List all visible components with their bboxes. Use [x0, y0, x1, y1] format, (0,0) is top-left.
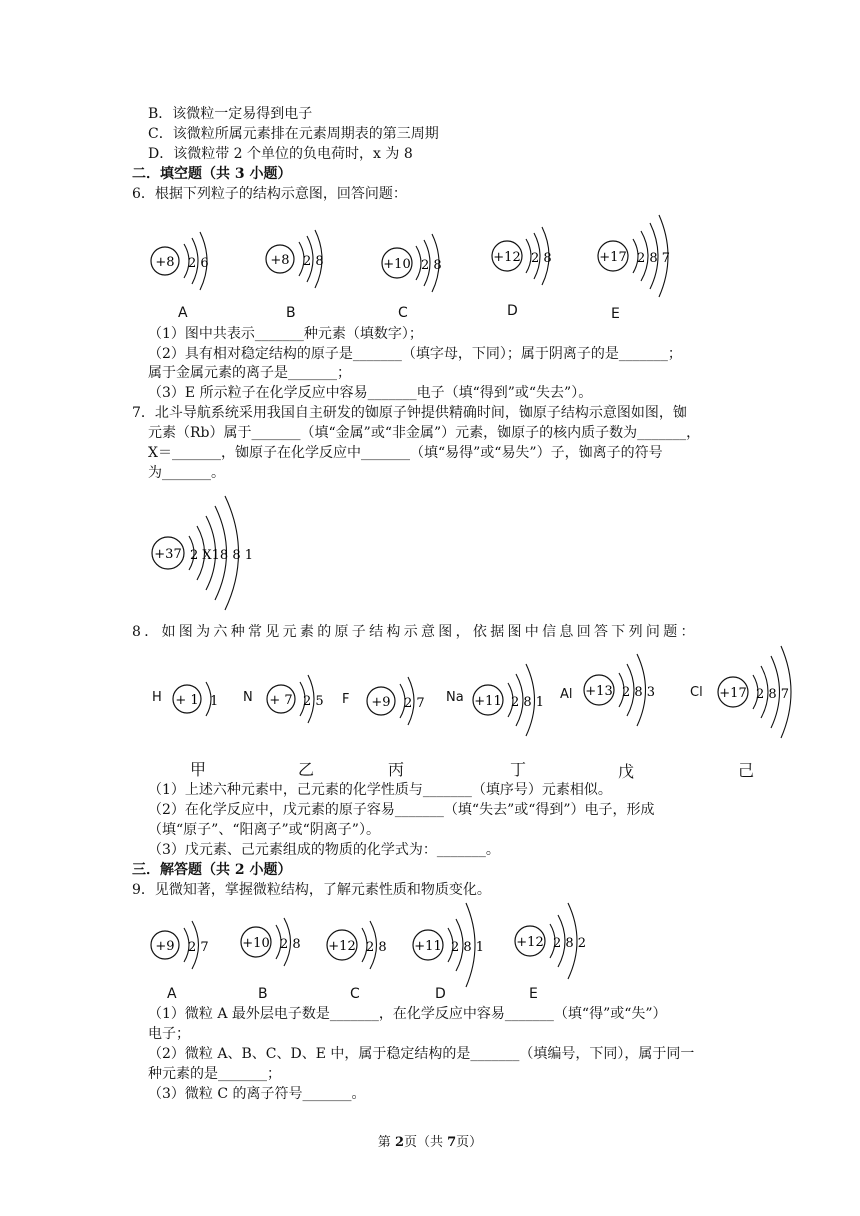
page-footer — [0, 1131, 860, 1150]
section-heading-answer: 三．解答题（共 2 小题） — [132, 862, 292, 878]
nucleus-charge: +12 — [493, 250, 521, 265]
nucleus-charge: +11 — [414, 939, 442, 954]
q9-label-d: D — [435, 986, 446, 1002]
q7-line-1: 7．北斗导航系统采用我国自主研发的铷原子钟提供精确时间，铷原子结构示意图如图，铷 — [132, 405, 687, 421]
nucleus-charge: +10 — [242, 936, 270, 951]
q6-atom-d — [488, 215, 568, 295]
q9-atom-d — [410, 893, 500, 989]
q6-stem: 6．根据下列粒子的结构示意图，回答问题： — [132, 186, 407, 202]
q9-part-2: （2）微粒 A、B、C、D、E 中，属于稳定结构的是_______（填编号，下同），属于同一 — [148, 1046, 695, 1062]
q8-stem: 8．如图为六种常见元素的原子结构示意图，依据图中信息回答下列问题： — [132, 624, 698, 640]
q7-atom-rb — [146, 488, 266, 618]
q8-label-bing: 丙 — [388, 760, 405, 779]
nucleus-charge: +9 — [155, 939, 175, 954]
q8-atom-n — [263, 664, 343, 734]
shell-electrons: 2 8 2 — [553, 936, 587, 951]
footer-total-pages: 7 — [447, 1135, 457, 1150]
q8-label-ding: 丁 — [510, 760, 527, 779]
nucleus-charge: +17 — [599, 250, 627, 265]
shell-electrons: 2 8 1 — [511, 695, 545, 710]
q9-part-1-cont: 电子； — [148, 1026, 190, 1042]
q8-label-wu: 戊 — [618, 762, 635, 781]
q8-part-3: （3）戊元素、己元素组成的物质的化学式为：_______。 — [148, 842, 500, 858]
shell-electrons: 2 8 — [303, 254, 324, 269]
q8-element-cl: Cl — [690, 685, 703, 700]
q8-label-jia: 甲 — [190, 760, 207, 779]
footer-page-number: 2 — [394, 1135, 404, 1150]
nucleus-charge: +12 — [516, 935, 544, 950]
q9-part-3: （3）微粒 C 的离子符号_______。 — [148, 1086, 366, 1102]
q6-label-c: C — [398, 305, 408, 321]
nucleus-charge: +12 — [328, 939, 356, 954]
nucleus-charge: +11 — [474, 694, 502, 709]
q9-part-1: （1）微粒 A 最外层电子数是_______，在化学反应中容易_______（填“得”或“失”） — [148, 1006, 667, 1022]
q5-option-b: B．该微粒一定易得到电子 — [148, 106, 313, 122]
nucleus-charge: + 7 — [269, 693, 293, 708]
q8-element-na: Na — [446, 690, 464, 705]
q7-line-2: 元素（Rb）属于_______（填“金属”或“非金属”）元素，铷原子的核内质子数为_______， — [148, 425, 701, 441]
shell-electrons: 2 8 7 — [637, 251, 671, 266]
q9-label-a: A — [167, 986, 177, 1002]
q8-element-f: F — [342, 692, 350, 707]
section-heading-fill-in: 二．填空题（共 3 小题） — [132, 166, 292, 182]
nucleus-charge: +10 — [383, 257, 411, 272]
nucleus-charge: +8 — [155, 255, 175, 270]
footer-middle: 页（共 — [403, 1135, 448, 1150]
q9-label-e: E — [529, 986, 538, 1002]
shell-electrons: 2 5 — [303, 694, 324, 709]
shell-electrons: 1 — [210, 694, 219, 709]
q8-atom-h — [170, 672, 230, 728]
q6-atom-b — [263, 218, 343, 298]
q6-part-3: （3）E 所示粒子在化学反应中容易_______电子（填“得到”或“失去”）。 — [148, 385, 593, 401]
q9-atom-b — [238, 902, 318, 982]
q9-label-c: C — [350, 986, 360, 1002]
q8-part-2-cont: （填“原子”、“阳离子”或“阴离子”）。 — [148, 822, 380, 838]
nucleus-charge: +37 — [154, 547, 182, 562]
shell-electrons: 2 8 — [280, 937, 301, 952]
q6-label-d: D — [507, 303, 518, 319]
q7-line-4: 为_______。 — [148, 465, 225, 481]
q8-element-h: H — [152, 690, 162, 705]
nucleus-charge: +13 — [585, 684, 613, 699]
q8-label-ji: 己 — [738, 761, 755, 780]
shell-electrons: 2 8 7 — [756, 687, 790, 702]
footer-suffix: 页） — [456, 1135, 483, 1150]
q6-atom-a — [148, 220, 228, 300]
q6-label-b: B — [286, 305, 296, 321]
q6-atom-e — [593, 208, 693, 304]
q7-line-3: X＝_______，铷原子在化学反应中_______（填“易得”或“易失”）子，铷离子的符号 — [148, 445, 663, 461]
q6-atom-c — [378, 222, 458, 302]
q9-atom-c — [324, 905, 404, 985]
q9-atom-e — [512, 893, 602, 989]
shell-electrons: 2 7 — [188, 940, 209, 955]
q6-label-a: A — [178, 305, 188, 321]
q6-part-2: （2）具有相对稳定结构的原子是_______（填字母，下同）；属于阴离子的是_______； — [148, 346, 682, 362]
q8-atom-cl — [714, 642, 824, 742]
q6-part-1: （1）图中共表示_______种元素（填数字）； — [148, 326, 423, 342]
footer-prefix: 第 — [377, 1135, 395, 1150]
q8-element-al: Al — [560, 687, 573, 702]
q6-part-2-cont: 属于金属元素的离子是_______； — [148, 365, 351, 381]
nucleus-charge: +17 — [719, 686, 747, 701]
shell-electrons: 2 8 — [366, 940, 387, 955]
q5-option-d: D．该微粒带 2 个单位的负电荷时，x 为 8 — [148, 146, 413, 162]
shell-electrons: 2 8 1 — [451, 940, 485, 955]
shell-electrons: 2 8 — [531, 251, 552, 266]
shell-electrons: 2 7 — [404, 696, 425, 711]
q9-part-2-cont: 种元素的是_______； — [148, 1066, 281, 1082]
nucleus-charge: +8 — [270, 253, 290, 268]
q8-atom-f — [364, 666, 444, 736]
q6-label-e: E — [611, 306, 620, 322]
q8-atom-na — [470, 652, 560, 748]
shell-electrons: 2 6 — [188, 256, 209, 271]
q8-part-2: （2）在化学反应中，戊元素的原子容易_______（填“失去”或“得到”）电子，形成 — [148, 802, 655, 818]
nucleus-charge: + 1 — [175, 693, 199, 708]
q9-atom-a — [148, 905, 228, 985]
shell-electrons: 2 8 — [421, 258, 442, 273]
shell-electrons: 2 X18 8 1 — [190, 548, 254, 563]
q9-label-b: B — [258, 986, 268, 1002]
q8-part-1: （1）上述六种元素中，己元素的化学性质与_______（填序号）元素相似。 — [148, 782, 612, 798]
shell-electrons: 2 8 3 — [622, 685, 656, 700]
nucleus-charge: +9 — [371, 695, 391, 710]
q8-element-n: N — [243, 690, 253, 705]
q8-label-yi: 乙 — [298, 760, 315, 779]
q5-option-c: C．该微粒所属元素排在元素周期表的第三周期 — [148, 126, 439, 142]
q8-atom-al — [580, 642, 670, 738]
q9-stem: 9．见微知著，掌握微粒结构，了解元素性质和物质变化。 — [132, 882, 491, 898]
